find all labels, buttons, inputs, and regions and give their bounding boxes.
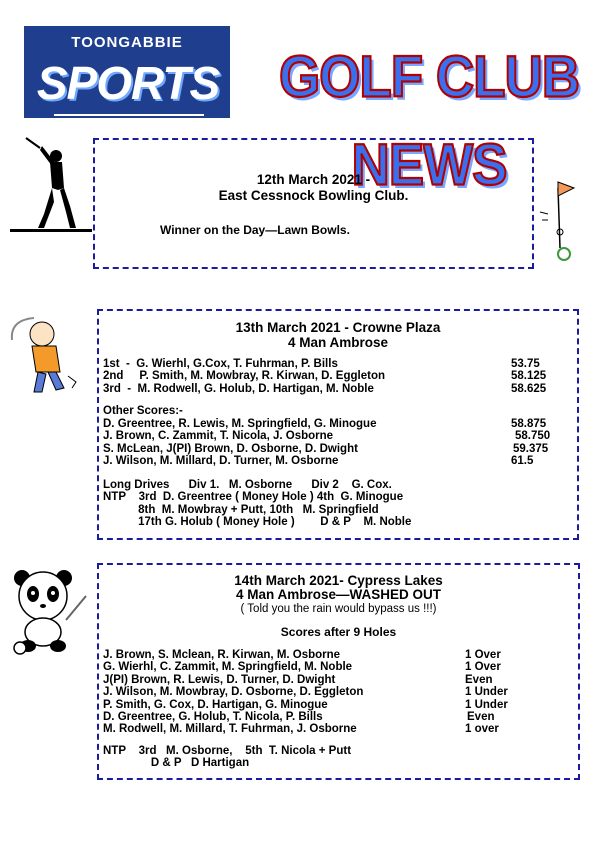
list-item: G. Wierhl, C. Zammit, M. Springfield, M. Noble 1 Over [103, 661, 501, 674]
event3-title: 14th March 2021- Cypress Lakes [234, 573, 443, 588]
ntp-line: 8th M. Mowbray + Putt, 10th M. Springfield [103, 503, 379, 516]
ntp-line: NTP 3rd M. Osborne, 5th T. Nicola + Putt [103, 745, 352, 757]
cartoon-golfer-icon [6, 310, 92, 400]
logo-main-text: SPORTS [36, 57, 220, 109]
toongabbie-sports-logo [24, 26, 230, 118]
list-item: J. Brown, S. Mclean, R. Kirwan, M. Osborne 1 Over [103, 649, 501, 661]
panda-golfer-icon [8, 566, 94, 658]
golfer-silhouette-icon [10, 136, 92, 236]
event3-scores-label: Scores after 9 Holes [280, 625, 397, 639]
event2-title: 13th March 2021 - Crowne Plaza [235, 320, 441, 335]
list-item: S. McLean, J(PI) Brown, D. Osborne, D. Dwight 59.375 [103, 442, 549, 455]
golf-flag-icon [538, 168, 580, 264]
list-item: P. Smith, G. Cox, D. Hartigan, G. Minogue 1 Under [103, 698, 508, 711]
list-item: J. Wilson, M. Millard, D. Turner, M. Osborne 61.5 [103, 455, 534, 468]
dp-line: D & P D Hartigan [103, 757, 250, 770]
event3-ntp [103, 745, 351, 770]
event2-other-scores-list [103, 418, 573, 468]
list-item: D. Greentree, R. Lewis, M. Springfield, G. Minogue 58.875 [103, 418, 547, 430]
list-item: D. Greentree, G. Holub, T. Nicola, P. Bills Even [103, 710, 495, 723]
event1-title: 12th March 2021 - [256, 172, 371, 187]
list-item: 1st - G. Wierhl, G.Cox, T. Fuhrman, P. Bills 53.75 [103, 358, 540, 370]
other-scores-label: Other Scores:- [103, 405, 183, 417]
event3-format: 4 Man Ambrose—WASHED OUT [235, 587, 442, 602]
list-item: M. Rodwell, M. Millard, T. Fuhrman, J. Osborne 1 over [103, 723, 499, 736]
ntp-line: 17th G. Holub ( Money Hole ) D & P M. Noble [103, 516, 412, 529]
list-item: J(PI) Brown, R. Lewis, D. Turner, D. Dwight Even [103, 673, 493, 686]
event3-scores-list [103, 649, 573, 736]
ntp-line: NTP 3rd D. Greentree ( Money Hole ) 4th G. Minogue [103, 491, 404, 504]
event1-venue: East Cessnock Bowling Club. [218, 188, 409, 203]
list-item: 3rd - M. Rodwell, G. Holub, D. Hartigan, M. Noble 58.625 [103, 382, 547, 395]
event1-winner: Winner on the Day—Lawn Bowls. [160, 223, 350, 237]
event2-format: 4 Man Ambrose [287, 335, 389, 350]
event2-places-list [103, 358, 573, 395]
list-item: 2nd P. Smith, M. Mowbray, R. Kirwan, D. Eggleton 58.125 [103, 370, 547, 383]
list-item: J. Brown, C. Zammit, T. Nicola, J. Osborne 58.750 [103, 430, 551, 443]
list-item: J. Wilson, M. Mowbray, D. Osborne, D. Eggleton 1 Under [103, 686, 508, 699]
event2-extras [103, 479, 411, 529]
logo-swoosh [54, 114, 204, 116]
event3-note: ( Told you the rain would bypass us !!!) [240, 603, 437, 615]
logo-top-text: TOONGABBIE [71, 34, 183, 51]
newsletter-banner: GOLF CLUB NEWS [278, 45, 580, 198]
long-drives-line: Long Drives Div 1. M. Osborne Div 2 G. Cox. [103, 479, 392, 491]
